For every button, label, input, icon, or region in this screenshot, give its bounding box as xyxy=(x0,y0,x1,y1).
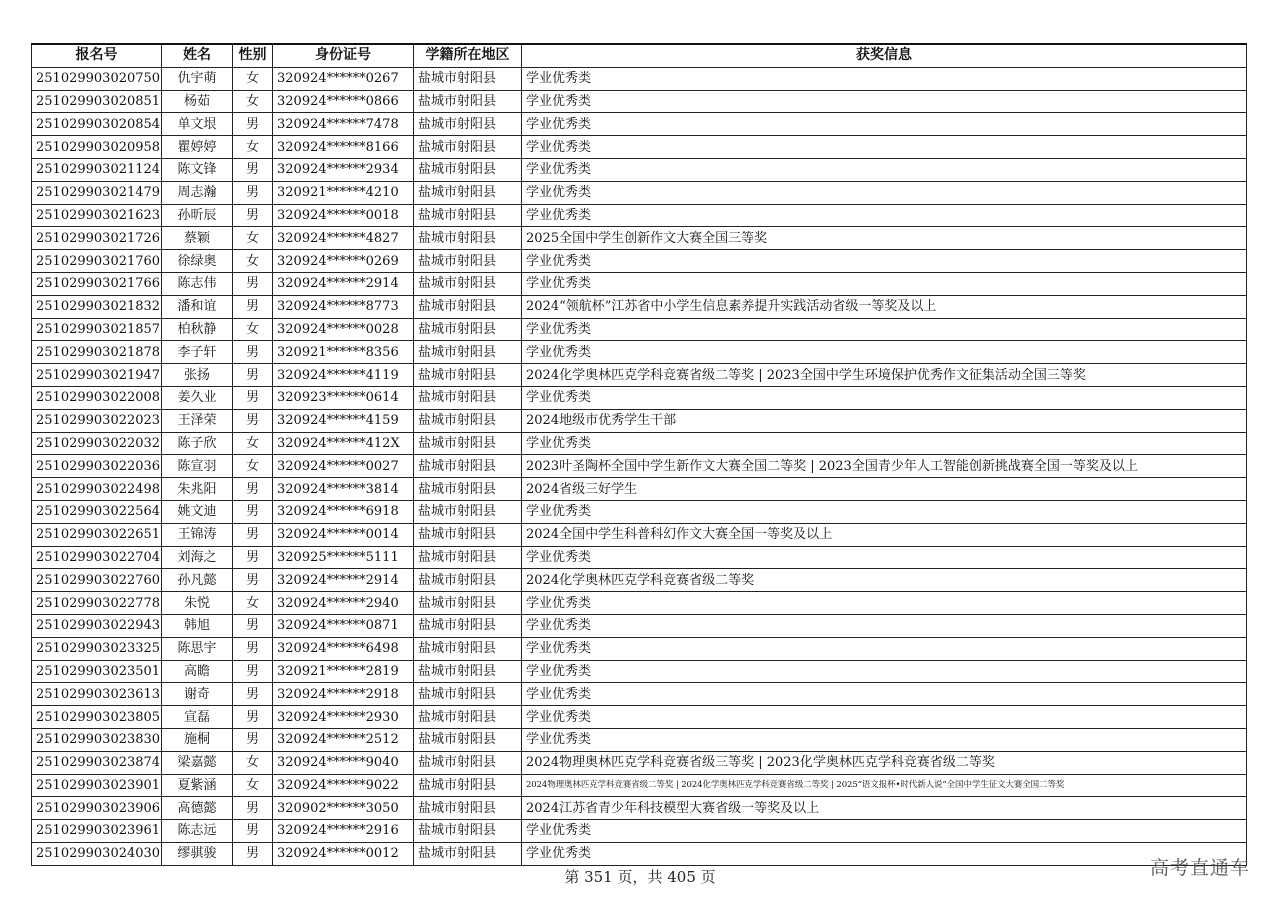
registration-no-cell: 251029903021878 xyxy=(32,341,162,364)
gender-cell: 女 xyxy=(233,432,273,455)
column-header-award-info: 获奖信息 xyxy=(522,44,1247,67)
id-number-cell: 320921******4210 xyxy=(273,181,414,204)
registration-no-cell: 251029903020958 xyxy=(32,136,162,159)
column-header-id-number: 身份证号 xyxy=(273,44,414,67)
registration-no-cell: 251029903022651 xyxy=(32,523,162,546)
name-cell: 朱悦 xyxy=(162,592,233,615)
name-cell: 高瞻 xyxy=(162,660,233,683)
name-cell: 单文垠 xyxy=(162,113,233,136)
award-info-cell: 学业优秀类 xyxy=(522,272,1247,295)
id-number-cell: 320925******5111 xyxy=(273,546,414,569)
gender-cell: 男 xyxy=(233,272,273,295)
page-number: 第 351 页，共 405 页 xyxy=(564,868,716,886)
id-number-cell: 320924******8773 xyxy=(273,295,414,318)
gender-cell: 男 xyxy=(233,842,273,865)
region-cell: 盐城市射阳县 xyxy=(414,569,522,592)
name-cell: 施桐 xyxy=(162,728,233,751)
name-cell: 张扬 xyxy=(162,364,233,387)
name-cell: 刘海之 xyxy=(162,546,233,569)
name-cell: 朱兆阳 xyxy=(162,478,233,501)
award-info-cell: 学业优秀类 xyxy=(522,637,1247,660)
award-info-cell: 学业优秀类 xyxy=(522,318,1247,341)
registration-no-cell: 251029903021479 xyxy=(32,181,162,204)
award-info-cell: 2024江苏省青少年科技模型大赛省级一等奖及以上 xyxy=(522,797,1247,820)
award-info-cell: 学业优秀类 xyxy=(522,204,1247,227)
region-cell: 盐城市射阳县 xyxy=(414,637,522,660)
id-number-cell: 320924******0028 xyxy=(273,318,414,341)
region-cell: 盐城市射阳县 xyxy=(414,341,522,364)
award-info-cell: 学业优秀类 xyxy=(522,728,1247,751)
id-number-cell: 320924******412X xyxy=(273,432,414,455)
id-number-cell: 320924******2914 xyxy=(273,272,414,295)
table-row xyxy=(32,614,1247,637)
registration-no-cell: 251029903022498 xyxy=(32,478,162,501)
gender-cell: 男 xyxy=(233,113,273,136)
table-row xyxy=(32,364,1247,387)
region-cell: 盐城市射阳县 xyxy=(414,797,522,820)
id-number-cell: 320924******3814 xyxy=(273,478,414,501)
id-number-cell: 320923******0614 xyxy=(273,386,414,409)
table-row xyxy=(32,67,1247,90)
award-info-cell: 2024省级三好学生 xyxy=(522,478,1247,501)
id-number-cell: 320924******8166 xyxy=(273,136,414,159)
id-number-cell: 320924******2916 xyxy=(273,820,414,843)
name-cell: 夏紫涵 xyxy=(162,774,233,797)
table-row xyxy=(32,523,1247,546)
region-cell: 盐城市射阳县 xyxy=(414,432,522,455)
award-info-cell: 学业优秀类 xyxy=(522,706,1247,729)
id-number-cell: 320924******2914 xyxy=(273,569,414,592)
award-info-cell: 学业优秀类 xyxy=(522,546,1247,569)
name-cell: 缪骐骏 xyxy=(162,842,233,865)
registration-no-cell: 251029903022704 xyxy=(32,546,162,569)
table-row xyxy=(32,432,1247,455)
gender-cell: 男 xyxy=(233,660,273,683)
region-cell: 盐城市射阳县 xyxy=(414,706,522,729)
gender-cell: 男 xyxy=(233,204,273,227)
name-cell: 高德懿 xyxy=(162,797,233,820)
award-info-cell: 学业优秀类 xyxy=(522,386,1247,409)
gender-cell: 男 xyxy=(233,637,273,660)
award-info-cell: 学业优秀类 xyxy=(522,250,1247,273)
award-info-cell: 2023叶圣陶杯全国中学生新作文大赛全国二等奖 | 2023全国青少年人工智能创新挑战赛全国一等奖及以上 xyxy=(522,455,1247,478)
gender-cell: 男 xyxy=(233,341,273,364)
registration-no-cell: 251029903023501 xyxy=(32,660,162,683)
region-cell: 盐城市射阳县 xyxy=(414,728,522,751)
table-row xyxy=(32,136,1247,159)
table-row xyxy=(32,204,1247,227)
name-cell: 谢奇 xyxy=(162,683,233,706)
award-info-cell: 学业优秀类 xyxy=(522,341,1247,364)
award-info-cell: 2024全国中学生科普科幻作文大赛全国一等奖及以上 xyxy=(522,523,1247,546)
registration-no-cell: 251029903021832 xyxy=(32,295,162,318)
registration-no-cell: 251029903022778 xyxy=(32,592,162,615)
id-number-cell: 320924******7478 xyxy=(273,113,414,136)
name-cell: 周志瀚 xyxy=(162,181,233,204)
name-cell: 孙凡懿 xyxy=(162,569,233,592)
region-cell: 盐城市射阳县 xyxy=(414,751,522,774)
column-header-region: 学籍所在地区 xyxy=(414,44,522,67)
registration-no-cell: 251029903020750 xyxy=(32,67,162,90)
column-header-registration-no: 报名号 xyxy=(32,44,162,67)
table-row xyxy=(32,409,1247,432)
id-number-cell: 320924******2512 xyxy=(273,728,414,751)
gender-cell: 男 xyxy=(233,295,273,318)
table-row xyxy=(32,546,1247,569)
registration-no-cell: 251029903023805 xyxy=(32,706,162,729)
region-cell: 盐城市射阳县 xyxy=(414,592,522,615)
award-info-cell: 学业优秀类 xyxy=(522,820,1247,843)
name-cell: 孙昕辰 xyxy=(162,204,233,227)
award-info-cell: 学业优秀类 xyxy=(522,158,1247,181)
table-row xyxy=(32,797,1247,820)
id-number-cell: 320924******0267 xyxy=(273,67,414,90)
table-row xyxy=(32,181,1247,204)
award-info-cell: 学业优秀类 xyxy=(522,67,1247,90)
name-cell: 柏秋静 xyxy=(162,318,233,341)
award-info-cell: 学业优秀类 xyxy=(522,113,1247,136)
name-cell: 陈志伟 xyxy=(162,272,233,295)
region-cell: 盐城市射阳县 xyxy=(414,660,522,683)
table-row xyxy=(32,637,1247,660)
gender-cell: 男 xyxy=(233,706,273,729)
gender-cell: 男 xyxy=(233,500,273,523)
name-cell: 王泽荣 xyxy=(162,409,233,432)
registration-no-cell: 251029903023830 xyxy=(32,728,162,751)
award-info-cell: 2024化学奥林匹克学科竞赛省级二等奖 xyxy=(522,569,1247,592)
registration-no-cell: 251029903023325 xyxy=(32,637,162,660)
id-number-cell: 320924******4827 xyxy=(273,227,414,250)
gender-cell: 男 xyxy=(233,364,273,387)
award-info-cell: 2025全国中学生创新作文大赛全国三等奖 xyxy=(522,227,1247,250)
registration-no-cell: 251029903021766 xyxy=(32,272,162,295)
table-row xyxy=(32,751,1247,774)
region-cell: 盐城市射阳县 xyxy=(414,295,522,318)
registration-no-cell: 251029903020854 xyxy=(32,113,162,136)
gender-cell: 女 xyxy=(233,455,273,478)
region-cell: 盐城市射阳县 xyxy=(414,364,522,387)
region-cell: 盐城市射阳县 xyxy=(414,158,522,181)
name-cell: 李子轩 xyxy=(162,341,233,364)
name-cell: 姚文迪 xyxy=(162,500,233,523)
name-cell: 姜久业 xyxy=(162,386,233,409)
name-cell: 瞿婷婷 xyxy=(162,136,233,159)
registration-no-cell: 251029903023874 xyxy=(32,751,162,774)
table-row xyxy=(32,250,1247,273)
name-cell: 陈思宇 xyxy=(162,637,233,660)
region-cell: 盐城市射阳县 xyxy=(414,683,522,706)
id-number-cell: 320924******2930 xyxy=(273,706,414,729)
id-number-cell: 320921******8356 xyxy=(273,341,414,364)
table-row xyxy=(32,774,1247,797)
region-cell: 盐城市射阳县 xyxy=(414,409,522,432)
region-cell: 盐城市射阳县 xyxy=(414,455,522,478)
id-number-cell: 320924******6918 xyxy=(273,500,414,523)
award-info-cell: 学业优秀类 xyxy=(522,683,1247,706)
registration-no-cell: 251029903023906 xyxy=(32,797,162,820)
table-row xyxy=(32,683,1247,706)
registration-no-cell: 251029903021726 xyxy=(32,227,162,250)
name-cell: 王锦涛 xyxy=(162,523,233,546)
gender-cell: 女 xyxy=(233,774,273,797)
gender-cell: 女 xyxy=(233,227,273,250)
id-number-cell: 320924******9040 xyxy=(273,751,414,774)
registration-no-cell: 251029903023961 xyxy=(32,820,162,843)
gender-cell: 女 xyxy=(233,751,273,774)
name-cell: 韩旭 xyxy=(162,614,233,637)
id-number-cell: 320924******0014 xyxy=(273,523,414,546)
name-cell: 蔡颖 xyxy=(162,227,233,250)
name-cell: 宣磊 xyxy=(162,706,233,729)
award-info-cell: 学业优秀类 xyxy=(522,842,1247,865)
gender-cell: 女 xyxy=(233,318,273,341)
id-number-cell: 320902******3050 xyxy=(273,797,414,820)
gender-cell: 女 xyxy=(233,136,273,159)
gender-cell: 男 xyxy=(233,546,273,569)
gender-cell: 男 xyxy=(233,683,273,706)
award-info-cell: 2024物理奥林匹克学科竞赛省级三等奖 | 2023化学奥林匹克学科竞赛省级二等奖 xyxy=(522,751,1247,774)
table-row xyxy=(32,318,1247,341)
registration-no-cell: 251029903021857 xyxy=(32,318,162,341)
region-cell: 盐城市射阳县 xyxy=(414,204,522,227)
region-cell: 盐城市射阳县 xyxy=(414,386,522,409)
region-cell: 盐城市射阳县 xyxy=(414,774,522,797)
table-row xyxy=(32,500,1247,523)
award-table xyxy=(31,43,1247,866)
table-row xyxy=(32,660,1247,683)
gender-cell: 男 xyxy=(233,614,273,637)
table-header-row xyxy=(32,44,1247,67)
award-info-cell: 学业优秀类 xyxy=(522,90,1247,113)
registration-no-cell: 251029903022032 xyxy=(32,432,162,455)
award-info-cell: 学业优秀类 xyxy=(522,181,1247,204)
name-cell: 梁嘉懿 xyxy=(162,751,233,774)
registration-no-cell: 251029903023613 xyxy=(32,683,162,706)
region-cell: 盐城市射阳县 xyxy=(414,113,522,136)
id-number-cell: 320924******2940 xyxy=(273,592,414,615)
award-info-cell: 学业优秀类 xyxy=(522,432,1247,455)
table-body xyxy=(32,67,1247,865)
table-row xyxy=(32,341,1247,364)
region-cell: 盐城市射阳县 xyxy=(414,842,522,865)
table-row xyxy=(32,478,1247,501)
registration-no-cell: 251029903021760 xyxy=(32,250,162,273)
name-cell: 潘和谊 xyxy=(162,295,233,318)
table-row xyxy=(32,227,1247,250)
gender-cell: 男 xyxy=(233,820,273,843)
award-info-cell: 学业优秀类 xyxy=(522,614,1247,637)
registration-no-cell: 251029903023901 xyxy=(32,774,162,797)
gender-cell: 男 xyxy=(233,158,273,181)
table-row xyxy=(32,455,1247,478)
id-number-cell: 320924******6498 xyxy=(273,637,414,660)
gender-cell: 女 xyxy=(233,67,273,90)
award-info-cell: 学业优秀类 xyxy=(522,136,1247,159)
award-info-cell: 2024地级市优秀学生干部 xyxy=(522,409,1247,432)
table-row xyxy=(32,569,1247,592)
table-row xyxy=(32,820,1247,843)
table-row xyxy=(32,728,1247,751)
region-cell: 盐城市射阳县 xyxy=(414,136,522,159)
table-row xyxy=(32,90,1247,113)
registration-no-cell: 251029903021947 xyxy=(32,364,162,387)
id-number-cell: 320924******4159 xyxy=(273,409,414,432)
region-cell: 盐城市射阳县 xyxy=(414,546,522,569)
registration-no-cell: 251029903021623 xyxy=(32,204,162,227)
id-number-cell: 320924******9022 xyxy=(273,774,414,797)
region-cell: 盐城市射阳县 xyxy=(414,227,522,250)
id-number-cell: 320921******2819 xyxy=(273,660,414,683)
region-cell: 盐城市射阳县 xyxy=(414,250,522,273)
name-cell: 仇宇萌 xyxy=(162,67,233,90)
gender-cell: 男 xyxy=(233,386,273,409)
registration-no-cell: 251029903022008 xyxy=(32,386,162,409)
region-cell: 盐城市射阳县 xyxy=(414,614,522,637)
award-info-cell: 学业优秀类 xyxy=(522,660,1247,683)
region-cell: 盐城市射阳县 xyxy=(414,272,522,295)
id-number-cell: 320924******0012 xyxy=(273,842,414,865)
id-number-cell: 320924******4119 xyxy=(273,364,414,387)
table-row xyxy=(32,113,1247,136)
name-cell: 杨茹 xyxy=(162,90,233,113)
registration-no-cell: 251029903022036 xyxy=(32,455,162,478)
region-cell: 盐城市射阳县 xyxy=(414,90,522,113)
id-number-cell: 320924******0871 xyxy=(273,614,414,637)
table-row xyxy=(32,158,1247,181)
registration-no-cell: 251029903021124 xyxy=(32,158,162,181)
region-cell: 盐城市射阳县 xyxy=(414,181,522,204)
award-info-cell: 2024物理奥林匹克学科竞赛省级二等奖 | 2024化学奥林匹克学科竞赛省级二等奖 | 2025“语文报杯•时代新人说”全国中学生征文大赛全国二等奖 xyxy=(522,774,1247,797)
gender-cell: 男 xyxy=(233,523,273,546)
name-cell: 陈文锋 xyxy=(162,158,233,181)
registration-no-cell: 251029903022760 xyxy=(32,569,162,592)
award-info-cell: 2024“领航杯”江苏省中小学生信息素养提升实践活动省级一等奖及以上 xyxy=(522,295,1247,318)
gender-cell: 女 xyxy=(233,592,273,615)
name-cell: 徐绿奥 xyxy=(162,250,233,273)
table-row xyxy=(32,592,1247,615)
gender-cell: 女 xyxy=(233,250,273,273)
id-number-cell: 320924******0866 xyxy=(273,90,414,113)
award-info-cell: 学业优秀类 xyxy=(522,500,1247,523)
region-cell: 盐城市射阳县 xyxy=(414,820,522,843)
gender-cell: 男 xyxy=(233,478,273,501)
gender-cell: 男 xyxy=(233,409,273,432)
registration-no-cell: 251029903022943 xyxy=(32,614,162,637)
region-cell: 盐城市射阳县 xyxy=(414,500,522,523)
registration-no-cell: 251029903022564 xyxy=(32,500,162,523)
table-row xyxy=(32,386,1247,409)
name-cell: 陈子欣 xyxy=(162,432,233,455)
gender-cell: 男 xyxy=(233,181,273,204)
id-number-cell: 320924******0018 xyxy=(273,204,414,227)
registration-no-cell: 251029903024030 xyxy=(32,842,162,865)
table-row xyxy=(32,272,1247,295)
id-number-cell: 320924******2934 xyxy=(273,158,414,181)
name-cell: 陈志远 xyxy=(162,820,233,843)
award-info-cell: 2024化学奥林匹克学科竞赛省级二等奖 | 2023全国中学生环境保护优秀作文征集活动全国三等奖 xyxy=(522,364,1247,387)
registration-no-cell: 251029903020851 xyxy=(32,90,162,113)
gender-cell: 女 xyxy=(233,90,273,113)
gender-cell: 男 xyxy=(233,569,273,592)
table-row xyxy=(32,295,1247,318)
registration-no-cell: 251029903022023 xyxy=(32,409,162,432)
id-number-cell: 320924******2918 xyxy=(273,683,414,706)
id-number-cell: 320924******0027 xyxy=(273,455,414,478)
column-header-name: 姓名 xyxy=(162,44,233,67)
column-header-gender: 性别 xyxy=(233,44,273,67)
region-cell: 盐城市射阳县 xyxy=(414,523,522,546)
name-cell: 陈宣羽 xyxy=(162,455,233,478)
gender-cell: 男 xyxy=(233,797,273,820)
region-cell: 盐城市射阳县 xyxy=(414,318,522,341)
id-number-cell: 320924******0269 xyxy=(273,250,414,273)
gender-cell: 男 xyxy=(233,728,273,751)
table-row xyxy=(32,842,1247,865)
award-info-cell: 学业优秀类 xyxy=(522,592,1247,615)
region-cell: 盐城市射阳县 xyxy=(414,478,522,501)
region-cell: 盐城市射阳县 xyxy=(414,67,522,90)
watermark: 高考直通车 xyxy=(1149,857,1250,879)
table-row xyxy=(32,706,1247,729)
